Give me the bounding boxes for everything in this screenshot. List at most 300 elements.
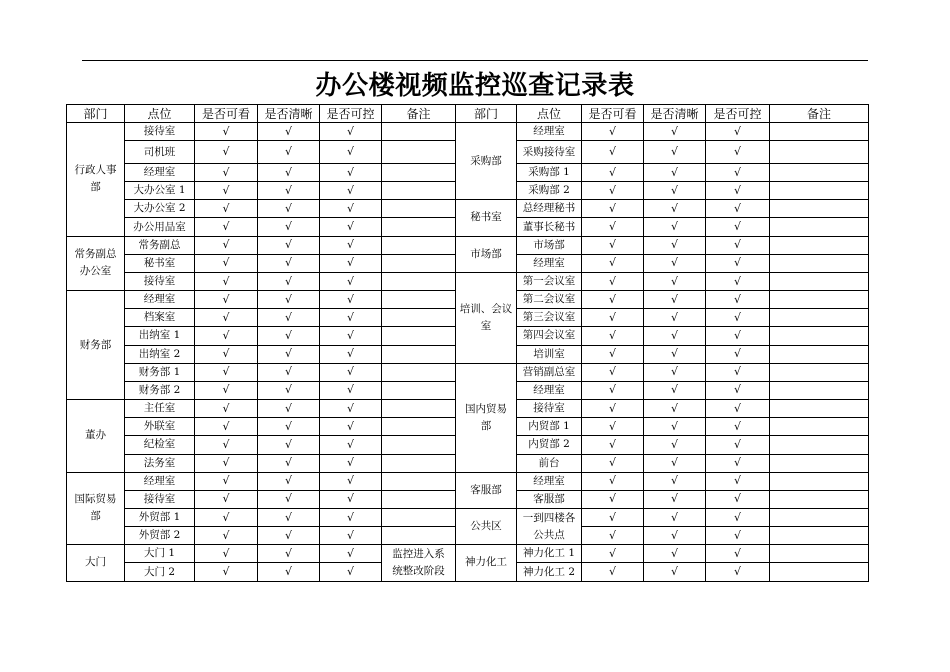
clear-check: √ [258,563,320,581]
right-header-point: 点位 [517,105,582,123]
viewable-check: √ [582,400,644,418]
left-header-viewable: 是否可看 [195,105,258,123]
clear-check: √ [644,218,706,236]
viewable-check: √ [195,272,258,290]
table-row [67,508,869,526]
viewable-check: √ [195,327,258,345]
clear-check: √ [258,345,320,363]
clear-check: √ [644,182,706,200]
controllable-check: √ [320,454,382,472]
right-header-viewable: 是否可看 [582,105,644,123]
point-cell [517,454,582,472]
point-cell [125,164,195,182]
viewable-check: √ [582,309,644,327]
viewable-check: √ [582,291,644,309]
point-cell [517,345,582,363]
point-cell [517,381,582,399]
viewable-check: √ [582,563,644,581]
clear-check: √ [258,200,320,218]
point-cell [517,254,582,272]
remarks-cell [770,309,869,327]
point-cell [517,363,582,381]
controllable-check: √ [320,527,382,545]
clear-check: √ [644,472,706,490]
clear-check: √ [258,472,320,490]
header-row [67,105,869,123]
viewable-check: √ [195,363,258,381]
clear-check: √ [258,309,320,327]
controllable-check: √ [706,164,770,182]
point-name: 大办公室 2 [133,202,186,215]
clear-check: √ [258,545,320,563]
point-name: 司机班 [143,145,176,158]
point-name: 经理室 [143,474,176,487]
controllable-check: √ [320,418,382,436]
viewable-check: √ [195,218,258,236]
point-cell [125,200,195,218]
remarks-cell [770,454,869,472]
viewable-check: √ [195,200,258,218]
remarks-cell [382,527,456,545]
clear-check: √ [258,291,320,309]
viewable-check: √ [195,418,258,436]
remarks-cell [382,182,456,200]
viewable-check: √ [195,545,258,563]
controllable-check: √ [320,363,382,381]
viewable-check: √ [582,545,644,563]
remarks-cell [770,436,869,454]
point-cell [125,272,195,290]
point-cell [517,309,582,327]
clear-check: √ [644,418,706,436]
remarks-cell [770,563,869,581]
viewable-check: √ [582,345,644,363]
viewable-check: √ [195,454,258,472]
point-name: 经理室 [533,256,565,269]
point-name: 大门 1 [143,547,176,560]
point-name: 神力化工 1 [522,547,576,560]
viewable-check: √ [582,218,644,236]
point-cell [125,454,195,472]
department-name: 行政人事 [74,164,117,177]
left-header-department: 部门 [67,105,125,123]
viewable-check: √ [582,123,644,141]
controllable-check: √ [320,218,382,236]
clear-check: √ [258,363,320,381]
viewable-check: √ [195,123,258,141]
controllable-check: √ [320,141,382,164]
point-name: 经理室 [533,474,565,487]
department-cell [67,291,125,400]
controllable-check: √ [706,123,770,141]
viewable-check: √ [195,400,258,418]
controllable-check: √ [706,345,770,363]
clear-check: √ [258,272,320,290]
viewable-check: √ [195,345,258,363]
controllable-check: √ [320,381,382,399]
point-cell [125,182,195,200]
point-cell [517,182,582,200]
right-header-remarks: 备注 [770,105,869,123]
clear-check: √ [258,400,320,418]
controllable-check: √ [706,418,770,436]
clear-check: √ [644,123,706,141]
right-header-clear: 是否清晰 [644,105,706,123]
point-cell [125,545,195,563]
clear-check: √ [258,508,320,526]
controllable-check: √ [706,436,770,454]
clear-check: √ [644,381,706,399]
remarks-cell [382,436,456,454]
remarks-cell [382,472,456,490]
clear-check: √ [258,418,320,436]
remarks-text: 监控进入系 [392,547,445,560]
remarks-cell [382,141,456,164]
controllable-check: √ [320,400,382,418]
clear-check: √ [644,490,706,508]
point-cell [517,490,582,508]
remarks-cell [770,527,869,545]
viewable-check: √ [582,254,644,272]
viewable-check: √ [582,418,644,436]
viewable-check: √ [582,200,644,218]
department-name: 培训、会议 [459,302,513,315]
department-name: 部 [90,181,101,194]
remarks-cell [382,508,456,526]
controllable-check: √ [706,141,770,164]
controllable-check: √ [706,327,770,345]
clear-check: √ [644,545,706,563]
department-cell [67,400,125,473]
viewable-check: √ [195,508,258,526]
point-name: 常务副总 [138,238,181,251]
controllable-check: √ [320,164,382,182]
remarks-cell [382,327,456,345]
point-name: 纪检室 [143,438,176,451]
viewable-check: √ [582,363,644,381]
controllable-check: √ [706,272,770,290]
department-cell [456,236,517,272]
department-cell [67,545,125,581]
viewable-check: √ [195,291,258,309]
remarks-cell [382,490,456,508]
point-name: 秘书室 [143,256,176,269]
viewable-check: √ [582,508,644,526]
clear-check: √ [258,218,320,236]
remarks-cell [770,381,869,399]
point-cell [125,236,195,254]
point-name: 档案室 [143,311,176,324]
department-name: 部 [480,419,492,432]
point-cell [125,309,195,327]
department-cell [67,472,125,545]
remarks-cell [770,400,869,418]
point-cell [517,436,582,454]
viewable-check: √ [582,454,644,472]
remarks-cell [382,418,456,436]
department-name: 秘书室 [470,211,502,224]
remarks-cell [382,218,456,236]
remarks-cell [770,327,869,345]
controllable-check: √ [320,436,382,454]
point-name: 大门 2 [143,565,176,578]
department-cell [456,272,517,363]
remarks-cell [770,182,869,200]
point-name: 经理室 [143,293,176,306]
controllable-check: √ [320,345,382,363]
point-name: 前台 [538,456,560,469]
left-header-remarks: 备注 [382,105,456,123]
point-cell [125,527,195,545]
department-name: 采购部 [470,154,502,167]
controllable-check: √ [320,254,382,272]
remarks-cell [770,363,869,381]
remarks-cell [770,254,869,272]
controllable-check: √ [320,472,382,490]
clear-check: √ [644,454,706,472]
remarks-text: 统整改阶段 [392,564,445,577]
viewable-check: √ [582,327,644,345]
point-name: 接待室 [143,492,176,505]
clear-check: √ [258,454,320,472]
viewable-check: √ [195,527,258,545]
clear-check: √ [644,236,706,254]
controllable-check: √ [320,545,382,563]
point-name: 培训室 [533,347,565,360]
remarks-cell [770,141,869,164]
point-cell [125,490,195,508]
point-cell [125,436,195,454]
remarks-cell [770,472,869,490]
point-cell [517,563,582,581]
department-cell [67,123,125,237]
controllable-check: √ [706,527,770,545]
controllable-check: √ [706,381,770,399]
table-row [67,236,869,254]
clear-check: √ [644,141,706,164]
controllable-check: √ [706,218,770,236]
clear-check: √ [644,254,706,272]
controllable-check: √ [706,200,770,218]
controllable-check: √ [320,182,382,200]
point-name: 一到四楼各 [522,511,576,524]
remarks-cell [770,272,869,290]
point-name: 第二会议室 [522,293,576,306]
header-rule [82,60,868,61]
point-cell [125,418,195,436]
controllable-check: √ [706,508,770,526]
point-name: 第三会议室 [522,311,576,324]
clear-check: √ [258,527,320,545]
inspection-table [66,104,869,582]
point-cell [517,272,582,290]
controllable-check: √ [320,490,382,508]
viewable-check: √ [195,472,258,490]
clear-check: √ [644,309,706,327]
remarks-cell [382,254,456,272]
remarks-cell [382,400,456,418]
department-name: 常务副总 [74,248,117,261]
department-name: 财务部 [79,338,112,351]
controllable-check: √ [320,309,382,327]
left-header-controllable: 是否可控 [320,105,382,123]
department-name: 公共区 [470,520,502,533]
department-name: 国际贸易 [74,493,117,506]
controllable-check: √ [706,182,770,200]
point-name: 第一会议室 [522,275,576,288]
clear-check: √ [258,236,320,254]
viewable-check: √ [582,490,644,508]
viewable-check: √ [195,254,258,272]
point-name: 接待室 [143,125,176,137]
remarks-cell [382,200,456,218]
viewable-check: √ [195,490,258,508]
remarks-cell [382,381,456,399]
point-name: 办公用品室 [133,220,186,233]
point-cell [125,327,195,345]
viewable-check: √ [582,164,644,182]
viewable-check: √ [195,182,258,200]
department-name: 办公室 [79,265,112,278]
point-name: 公共点 [533,528,565,541]
remarks-cell [382,123,456,141]
controllable-check: √ [706,291,770,309]
clear-check: √ [258,436,320,454]
remarks-cell [770,545,869,563]
point-name: 内贸部 1 [528,420,570,433]
department-cell [456,508,517,544]
controllable-check: √ [706,254,770,272]
clear-check: √ [644,363,706,381]
point-cell [125,345,195,363]
viewable-check: √ [195,236,258,254]
point-name: 客服部 [533,492,565,505]
remarks-cell [770,490,869,508]
department-name: 大门 [85,556,106,569]
point-cell [517,508,582,544]
remarks-cell [770,164,869,182]
viewable-check: √ [195,436,258,454]
controllable-check: √ [320,236,382,254]
department-cell [67,236,125,290]
remarks-cell [770,418,869,436]
viewable-check: √ [582,272,644,290]
point-name: 外贸部 1 [138,511,181,524]
remarks-cell [770,291,869,309]
clear-check: √ [258,182,320,200]
department-name: 神力化工 [465,556,507,569]
department-cell [456,363,517,472]
controllable-check: √ [706,472,770,490]
department-cell [456,123,517,200]
point-name: 财务部 2 [138,383,181,396]
point-name: 第四会议室 [522,329,576,342]
remarks-cell [382,454,456,472]
controllable-check: √ [320,563,382,581]
clear-check: √ [644,508,706,526]
point-cell [517,141,582,164]
point-name: 财务部 1 [138,365,181,378]
point-name: 董事长秘书 [522,220,576,233]
point-cell [125,291,195,309]
point-cell [125,563,195,581]
clear-check: √ [644,327,706,345]
controllable-check: √ [320,272,382,290]
viewable-check: √ [195,141,258,164]
point-name: 出纳室 1 [138,329,181,342]
point-name: 总经理秘书 [522,202,576,215]
point-cell [517,472,582,490]
point-cell [125,508,195,526]
point-cell [517,164,582,182]
department-name: 部 [90,510,101,523]
remarks-cell [770,200,869,218]
controllable-check: √ [706,400,770,418]
point-name: 法务室 [143,456,176,469]
controllable-check: √ [706,309,770,327]
remarks-cell [382,363,456,381]
viewable-check: √ [582,141,644,164]
controllable-check: √ [706,545,770,563]
controllable-check: √ [320,508,382,526]
department-name: 客服部 [470,483,502,496]
viewable-check: √ [195,563,258,581]
viewable-check: √ [195,381,258,399]
clear-check: √ [644,563,706,581]
point-name: 神力化工 2 [522,565,576,578]
point-name: 接待室 [143,275,176,288]
point-cell [517,200,582,218]
point-name: 经理室 [143,166,176,179]
point-cell [125,254,195,272]
point-cell [517,545,582,563]
viewable-check: √ [582,381,644,399]
remarks-cell [382,272,456,290]
table-row [67,272,869,290]
table-row [67,363,869,381]
point-name: 出纳室 2 [138,347,181,360]
point-cell [125,400,195,418]
table-row [67,200,869,218]
right-header-controllable: 是否可控 [706,105,770,123]
clear-check: √ [258,381,320,399]
table-row [67,472,869,490]
viewable-check: √ [582,436,644,454]
table-body [67,123,869,582]
point-cell [125,472,195,490]
viewable-check: √ [582,527,644,545]
point-name: 采购部 1 [528,166,570,179]
department-name: 市场部 [470,247,502,260]
point-cell [517,218,582,236]
department-name: 董办 [85,429,106,442]
remarks-cell [382,345,456,363]
remarks-cell [382,291,456,309]
point-cell [125,123,195,141]
clear-check: √ [644,272,706,290]
department-cell [456,200,517,236]
point-cell [517,400,582,418]
viewable-check: √ [195,309,258,327]
page-title: 办公楼视频监控巡查记录表 [315,71,635,101]
viewable-check: √ [582,182,644,200]
point-cell [517,123,582,141]
point-name: 接待室 [533,402,565,415]
clear-check: √ [258,141,320,164]
department-name: 室 [480,319,492,332]
department-name: 国内贸易 [465,402,507,415]
remarks-cell [382,545,456,581]
